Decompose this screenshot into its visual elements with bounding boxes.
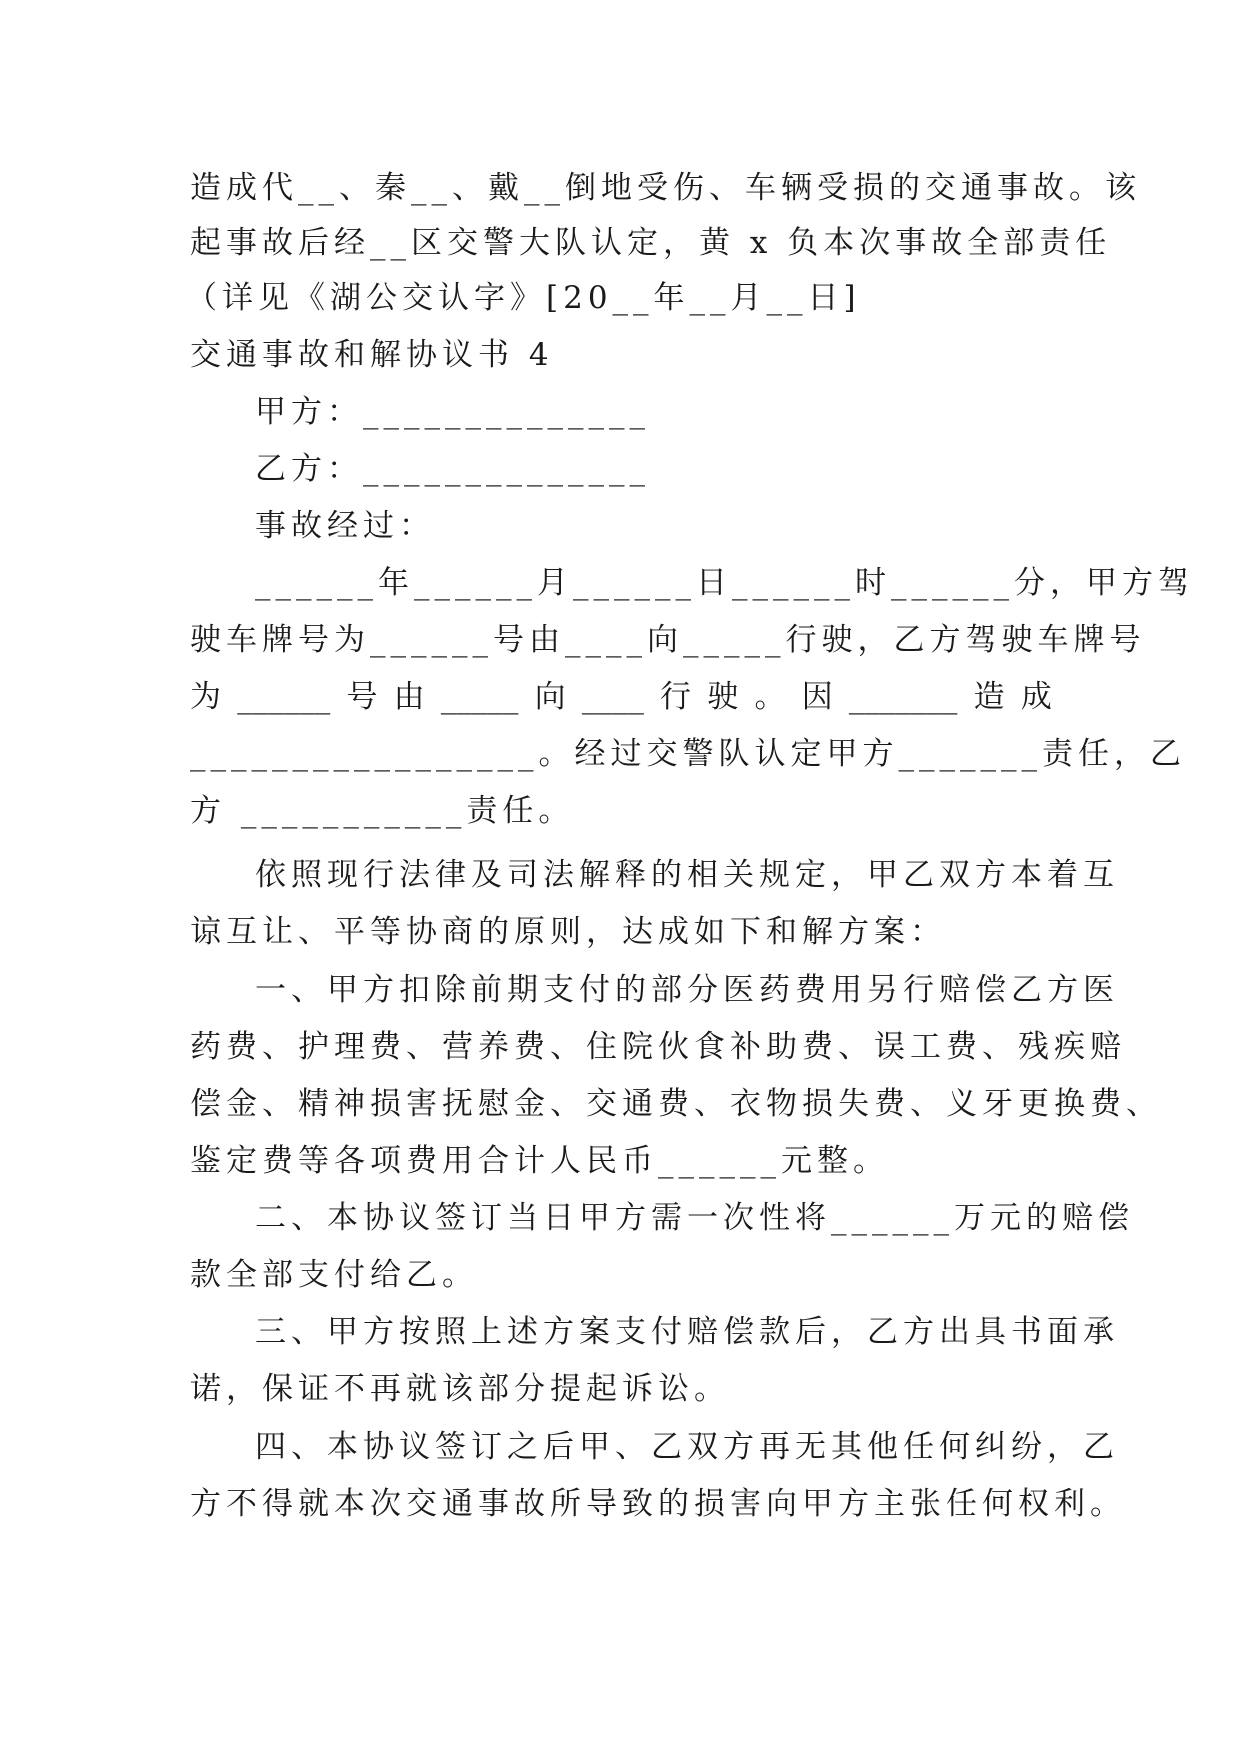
accident-line-3-part: _____ bbox=[440, 679, 519, 715]
accident-line-3-part: _______ bbox=[848, 679, 958, 715]
accident-heading: 事故经过： bbox=[255, 508, 435, 544]
party-b-field: 乙方：______________ bbox=[255, 451, 650, 487]
intro-line-3: （详见《湖公交认字》[20__年__月__日] bbox=[186, 280, 861, 316]
intro-line-2: 起事故后经__区交警大队认定，黄 x 负本次事故全部责任 bbox=[190, 225, 1112, 261]
clause-4-line-2: 方不得就本次交通事故所导致的损害向甲方主张任何权利。 bbox=[190, 1486, 1126, 1522]
accident-line-3-part: 。 bbox=[754, 679, 786, 715]
accident-line-3-part: ____ bbox=[581, 679, 644, 715]
accident-line-3-part: 驶 bbox=[707, 679, 739, 715]
clause-1-line-4: 鉴定费等各项费用合计人民币______元整。 bbox=[190, 1143, 889, 1179]
accident-line-3-part: 因 bbox=[801, 679, 833, 715]
clause-4-line-1: 四、本协议签订之后甲、乙双方再无其他任何纠纷，乙 bbox=[255, 1429, 1119, 1465]
clause-1-line-3: 偿金、精神损害抚慰金、交通费、衣物损失费、义牙更换费、 bbox=[190, 1086, 1162, 1122]
accident-line-3-part: 造 bbox=[973, 679, 1005, 715]
clause-1-line-1: 一、甲方扣除前期支付的部分医药费用另行赔偿乙方医 bbox=[255, 972, 1119, 1008]
basis-line-1: 依照现行法律及司法解释的相关规定，甲乙双方本着互 bbox=[255, 857, 1119, 893]
clause-3-line-2: 诺，保证不再就该部分提起诉讼。 bbox=[190, 1371, 730, 1407]
clause-1-line-2: 药费、护理费、营养费、住院伙食补助费、误工费、残疾赔 bbox=[190, 1029, 1126, 1065]
accident-line-3-part: ______ bbox=[237, 679, 331, 715]
accident-line-4: _________________。经过交警队认定甲方_______责任，乙 bbox=[190, 736, 1186, 772]
accident-line-2: 驶车牌号为______号由____向_____行驶，乙方驾驶车牌号 bbox=[190, 622, 1146, 658]
accident-line-3-part: 号 bbox=[346, 679, 378, 715]
clause-3-line-1: 三、甲方按照上述方案支付赔偿款后，乙方出具书面承 bbox=[255, 1314, 1119, 1350]
basis-line-2: 谅互让、平等协商的原则，达成如下和解方案： bbox=[190, 914, 946, 950]
clause-2-line-2: 款全部支付给乙。 bbox=[190, 1257, 478, 1293]
accident-line-3-part: 向 bbox=[534, 679, 566, 715]
accident-line-3 bbox=[190, 677, 1052, 717]
party-a-field: 甲方：______________ bbox=[255, 394, 650, 430]
accident-line-5: 方 ___________责任。 bbox=[190, 793, 575, 829]
accident-line-1: ______年______月______日______时______分，甲方驾 bbox=[255, 565, 1194, 601]
accident-line-3-part: 由 bbox=[393, 679, 425, 715]
intro-line-1: 造成代__、秦__、戴__倒地受伤、车辆受损的交通事故。该 bbox=[190, 170, 1141, 206]
accident-line-3-part: 成 bbox=[1020, 679, 1052, 715]
clause-2-line-1: 二、本协议签订当日甲方需一次性将______万元的赔偿 bbox=[255, 1200, 1134, 1236]
agreement-title: 交通事故和解协议书 4 bbox=[190, 337, 554, 373]
accident-line-3-part: 为 bbox=[190, 679, 221, 715]
accident-line-3-part: 行 bbox=[660, 679, 692, 715]
